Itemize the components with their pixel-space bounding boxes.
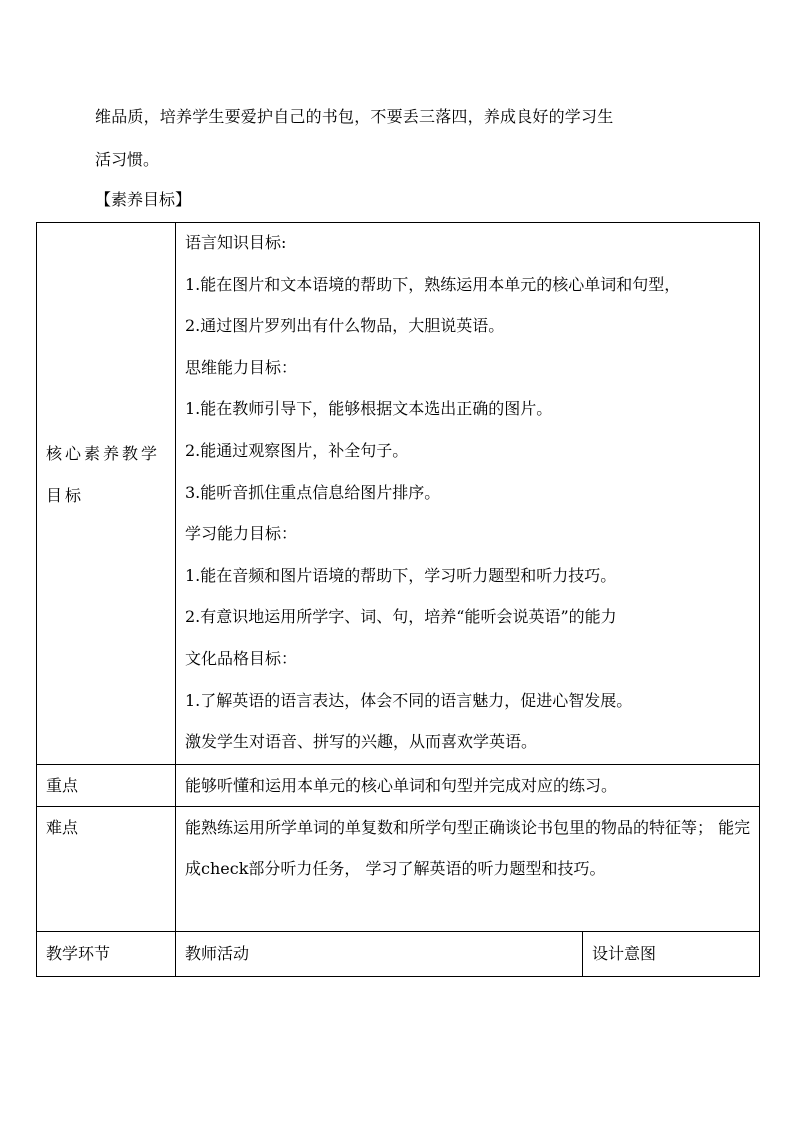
goals-row (37, 223, 760, 765)
intro-line-2: 活习惯。 (95, 150, 160, 169)
difficulty-row (37, 806, 760, 931)
goal-line: 文化品格目标： (185, 648, 298, 668)
key-point-row (37, 764, 760, 806)
goal-line: 思维能力目标： (185, 357, 298, 377)
goal-line: 学习能力目标： (185, 524, 298, 544)
difficulty-label: 难点 (37, 806, 176, 931)
goals-content-cell (176, 223, 760, 765)
key-point-text: 能够听懂和运用本单元的核心单词和句型并完成对应的练习。 (176, 764, 760, 806)
goal-line: 2.有意识地运用所学字、词、句，培养“能听会说英语”的能力 (185, 607, 617, 627)
goal-line: 语言知识目标: (185, 233, 287, 252)
header-design-intent: 设计意图 (583, 931, 760, 976)
goals-label-cell (37, 223, 176, 765)
goal-line: 2.能通过观察图片，补全句子。 (185, 440, 409, 460)
goal-line: 3.能听音抓住重点信息给图片排序。 (185, 482, 441, 502)
goal-line: 1.能在音频和图片语境的帮助下，学习听力题型和听力技巧。 (185, 565, 617, 585)
goals-label-line-2: 目标 (46, 486, 85, 505)
header-teacher-activity: 教师活动 (176, 931, 583, 976)
header-teaching-stage: 教学环节 (37, 931, 176, 976)
goals-table (36, 222, 760, 977)
section-heading: 【素养目标】 (95, 190, 192, 209)
goals-label-line-1: 核心素养教学 (46, 444, 161, 463)
difficulty-text: 能熟练运用所学单词的单复数和所学句型正确谈论书包里的物品的特征等； 能完成check部分听力任务， 学习了解英语的听力题型和技巧。 (176, 806, 760, 931)
goal-line: 2.通过图片罗列出有什么物品，大胆说英语。 (185, 316, 505, 336)
goal-line: 激发学生对语音、拼写的兴趣，从而喜欢学英语。 (185, 732, 538, 752)
goal-line: 1.了解英语的语言表达，体会不同的语言魅力，促进心智发展。 (185, 690, 633, 710)
goal-line: 1.能在图片和文本语境的帮助下，熟练运用本单元的核心单词和句型， (185, 274, 681, 294)
intro-line-1: 维品质，培养学生要爱护自己的书包，不要丢三落四，养成良好的学习生 (95, 107, 614, 126)
key-point-label: 重点 (37, 764, 176, 806)
lesson-header-row (37, 931, 760, 976)
goal-line: 1.能在教师引导下，能够根据文本选出正确的图片。 (185, 399, 553, 419)
